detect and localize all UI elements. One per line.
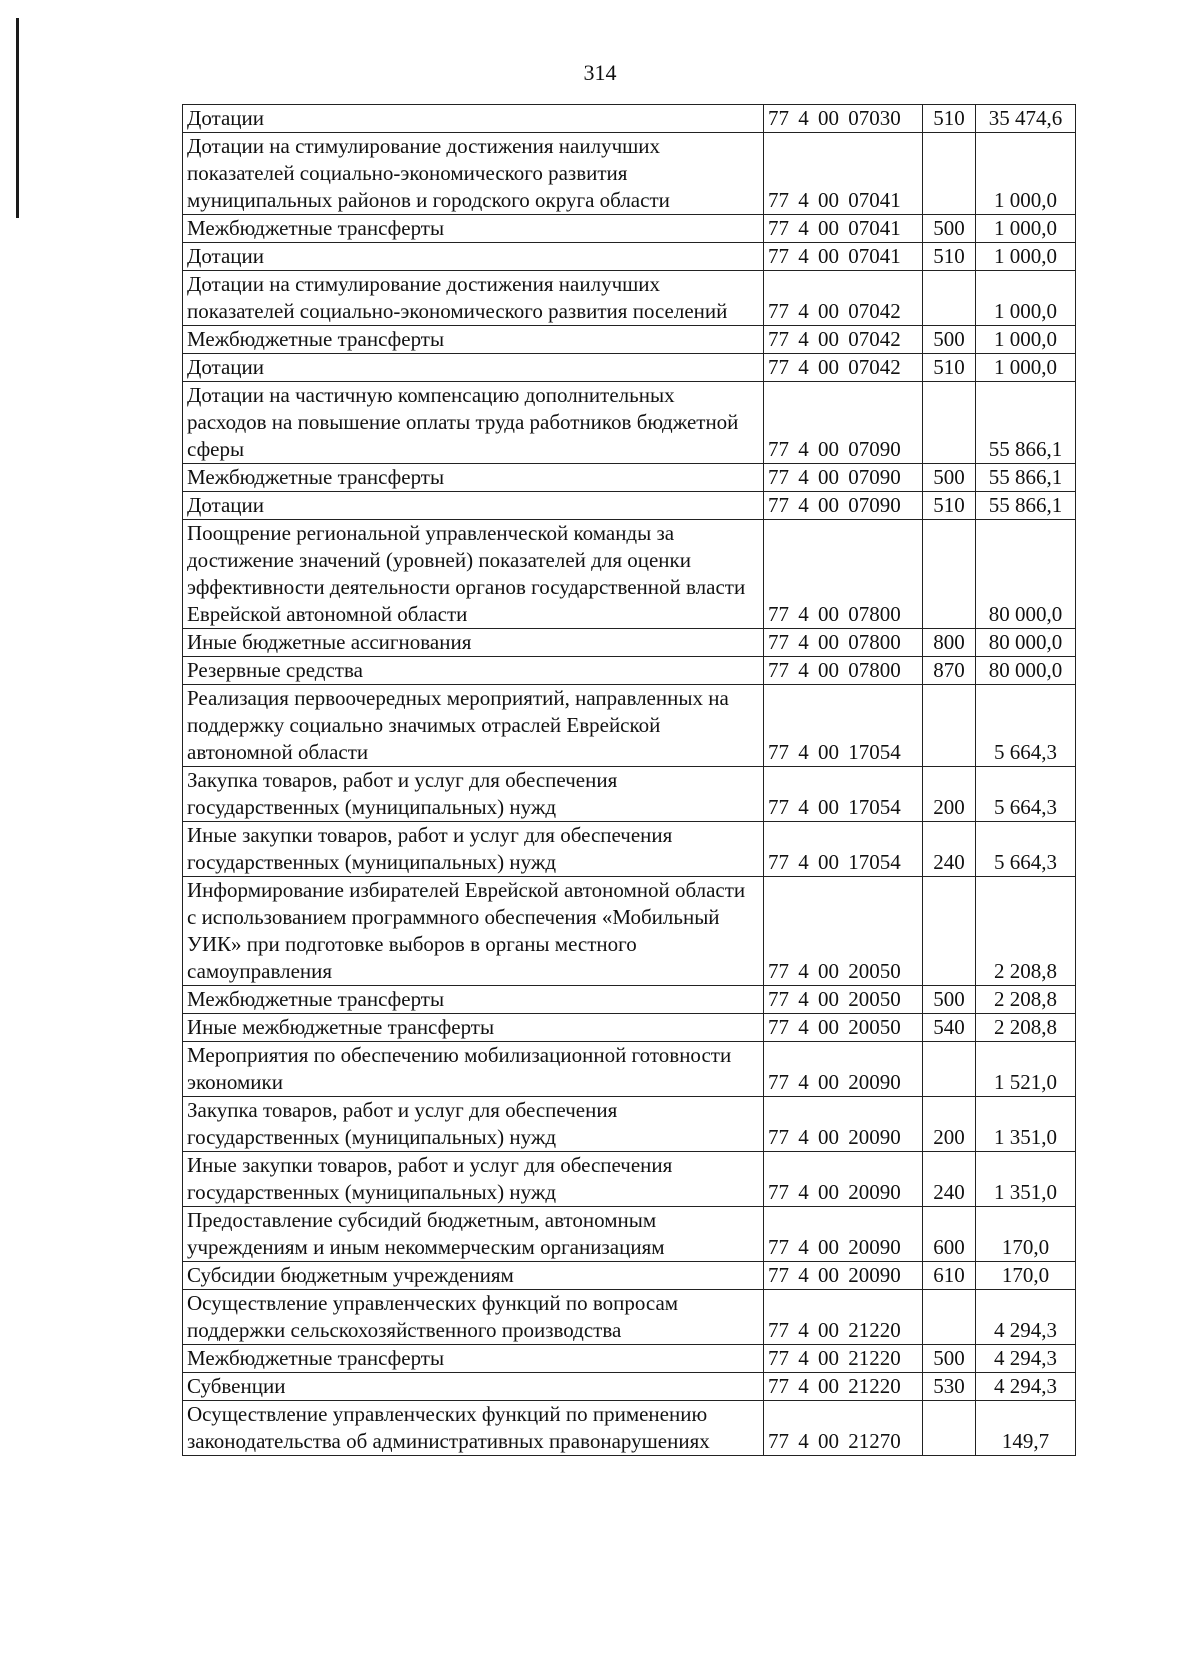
row-expense-type-cell: 500: [923, 215, 976, 243]
row-amount-cell: 80 000,0: [976, 657, 1076, 685]
row-name-cell: Дотации: [183, 354, 764, 382]
row-expense-type-cell: 870: [923, 657, 976, 685]
table-row: [183, 685, 1076, 767]
table-row: [183, 326, 1076, 354]
table-row: [183, 354, 1076, 382]
row-name-cell: Межбюджетные трансферты: [183, 1345, 764, 1373]
row-code-cell: 77 4 00 20090: [764, 1262, 923, 1290]
row-expense-type-cell: 200: [923, 1097, 976, 1152]
row-expense-type-cell: 510: [923, 105, 976, 133]
row-expense-type-cell: [923, 382, 976, 464]
row-code-cell: 77 4 00 20090: [764, 1042, 923, 1097]
row-expense-type-cell: 530: [923, 1373, 976, 1401]
row-amount-cell: 55 866,1: [976, 382, 1076, 464]
row-code-cell: 77 4 00 20050: [764, 986, 923, 1014]
row-expense-type-cell: 500: [923, 326, 976, 354]
row-code-cell: 77 4 00 17054: [764, 767, 923, 822]
row-expense-type-cell: 600: [923, 1207, 976, 1262]
row-amount-cell: 55 866,1: [976, 464, 1076, 492]
row-expense-type-cell: [923, 520, 976, 629]
row-expense-type-cell: 510: [923, 243, 976, 271]
table-row: [183, 1373, 1076, 1401]
row-amount-cell: 5 664,3: [976, 767, 1076, 822]
row-expense-type-cell: 540: [923, 1014, 976, 1042]
row-amount-cell: 1 000,0: [976, 326, 1076, 354]
row-name-cell: Предоставление субсидий бюджетным, автономным учреждениям и иным некоммерческим организациям: [183, 1207, 764, 1262]
row-name-cell: Поощрение региональной управленческой команды за достижение значений (уровней) показателей для оценки эффективности деятельности органов государственной власти Еврейской автономной области: [183, 520, 764, 629]
row-name-cell: Реализация первоочередных мероприятий, направленных на поддержку социально значимых отраслей Еврейской автономной области: [183, 685, 764, 767]
row-code-cell: 77 4 00 07090: [764, 382, 923, 464]
row-code-cell: 77 4 00 07042: [764, 271, 923, 326]
row-code-cell: 77 4 00 07090: [764, 464, 923, 492]
row-expense-type-cell: [923, 877, 976, 986]
row-code-cell: 77 4 00 07800: [764, 629, 923, 657]
row-expense-type-cell: 500: [923, 986, 976, 1014]
row-expense-type-cell: 510: [923, 492, 976, 520]
row-expense-type-cell: 200: [923, 767, 976, 822]
row-name-cell: Дотации на частичную компенсацию дополнительных расходов на повышение оплаты труда работников бюджетной сферы: [183, 382, 764, 464]
table-row: [183, 492, 1076, 520]
table-row: [183, 877, 1076, 986]
row-expense-type-cell: [923, 133, 976, 215]
row-expense-type-cell: 800: [923, 629, 976, 657]
row-amount-cell: 4 294,3: [976, 1345, 1076, 1373]
row-code-cell: 77 4 00 21220: [764, 1373, 923, 1401]
row-name-cell: Резервные средства: [183, 657, 764, 685]
row-amount-cell: 1 000,0: [976, 354, 1076, 382]
row-name-cell: Дотации: [183, 105, 764, 133]
row-amount-cell: 80 000,0: [976, 629, 1076, 657]
row-code-cell: 77 4 00 20090: [764, 1207, 923, 1262]
table-row: [183, 657, 1076, 685]
row-code-cell: 77 4 00 21220: [764, 1290, 923, 1345]
row-code-cell: 77 4 00 07041: [764, 243, 923, 271]
row-name-cell: Межбюджетные трансферты: [183, 464, 764, 492]
row-code-cell: 77 4 00 07042: [764, 326, 923, 354]
row-code-cell: 77 4 00 20050: [764, 877, 923, 986]
row-amount-cell: 4 294,3: [976, 1373, 1076, 1401]
table-row: [183, 271, 1076, 326]
table-row: [183, 822, 1076, 877]
row-code-cell: 77 4 00 07042: [764, 354, 923, 382]
row-amount-cell: 5 664,3: [976, 685, 1076, 767]
row-expense-type-cell: [923, 685, 976, 767]
row-name-cell: Осуществление управленческих функций по вопросам поддержки сельскохозяйственного производства: [183, 1290, 764, 1345]
row-amount-cell: 2 208,8: [976, 877, 1076, 986]
row-code-cell: 77 4 00 17054: [764, 822, 923, 877]
row-code-cell: 77 4 00 07800: [764, 657, 923, 685]
table-row: [183, 382, 1076, 464]
table-row: [183, 1207, 1076, 1262]
row-name-cell: Субвенции: [183, 1373, 764, 1401]
row-amount-cell: 55 866,1: [976, 492, 1076, 520]
table-row: [183, 986, 1076, 1014]
row-expense-type-cell: 610: [923, 1262, 976, 1290]
row-amount-cell: 80 000,0: [976, 520, 1076, 629]
table-row: [183, 767, 1076, 822]
row-amount-cell: 1 000,0: [976, 215, 1076, 243]
row-amount-cell: 1 000,0: [976, 243, 1076, 271]
row-name-cell: Закупка товаров, работ и услуг для обеспечения государственных (муниципальных) нужд: [183, 1097, 764, 1152]
row-name-cell: Дотации на стимулирование достижения наилучших показателей социально-экономического развития муниципальных районов и городского округа области: [183, 133, 764, 215]
row-amount-cell: 2 208,8: [976, 986, 1076, 1014]
row-name-cell: Дотации: [183, 243, 764, 271]
table-row: [183, 520, 1076, 629]
row-code-cell: 77 4 00 20090: [764, 1097, 923, 1152]
row-expense-type-cell: [923, 1042, 976, 1097]
table-row: [183, 1097, 1076, 1152]
row-amount-cell: 2 208,8: [976, 1014, 1076, 1042]
budget-table: [182, 104, 1076, 1456]
row-name-cell: Межбюджетные трансферты: [183, 986, 764, 1014]
row-amount-cell: 1 521,0: [976, 1042, 1076, 1097]
row-code-cell: 77 4 00 21270: [764, 1401, 923, 1456]
row-amount-cell: 35 474,6: [976, 105, 1076, 133]
row-amount-cell: 4 294,3: [976, 1290, 1076, 1345]
table-row: [183, 1152, 1076, 1207]
row-amount-cell: 1 000,0: [976, 271, 1076, 326]
table-row: [183, 1290, 1076, 1345]
page-number: 314: [583, 60, 617, 85]
row-code-cell: 77 4 00 07800: [764, 520, 923, 629]
row-code-cell: 77 4 00 07041: [764, 215, 923, 243]
table-row: [183, 1262, 1076, 1290]
row-name-cell: Иные закупки товаров, работ и услуг для обеспечения государственных (муниципальных) нужд: [183, 822, 764, 877]
row-amount-cell: 170,0: [976, 1207, 1076, 1262]
row-name-cell: Субсидии бюджетным учреждениям: [183, 1262, 764, 1290]
table-row: [183, 1401, 1076, 1456]
row-expense-type-cell: [923, 1290, 976, 1345]
table-row: [183, 243, 1076, 271]
row-amount-cell: 149,7: [976, 1401, 1076, 1456]
table-row: [183, 133, 1076, 215]
table-row: [183, 464, 1076, 492]
row-name-cell: Осуществление управленческих функций по применению законодательства об административных правонарушениях: [183, 1401, 764, 1456]
row-expense-type-cell: [923, 271, 976, 326]
row-expense-type-cell: 500: [923, 464, 976, 492]
budget-table-body: [183, 105, 1076, 1456]
row-name-cell: Иные межбюджетные трансферты: [183, 1014, 764, 1042]
scan-edge-mark: [16, 18, 19, 218]
row-expense-type-cell: 240: [923, 822, 976, 877]
row-code-cell: 77 4 00 07090: [764, 492, 923, 520]
row-amount-cell: 170,0: [976, 1262, 1076, 1290]
row-amount-cell: 1 351,0: [976, 1097, 1076, 1152]
table-row: [183, 215, 1076, 243]
table-row: [183, 1345, 1076, 1373]
row-expense-type-cell: 240: [923, 1152, 976, 1207]
row-code-cell: 77 4 00 20050: [764, 1014, 923, 1042]
row-amount-cell: 5 664,3: [976, 822, 1076, 877]
row-name-cell: Межбюджетные трансферты: [183, 215, 764, 243]
row-name-cell: Дотации: [183, 492, 764, 520]
row-name-cell: Межбюджетные трансферты: [183, 326, 764, 354]
row-name-cell: Дотации на стимулирование достижения наилучших показателей социально-экономического развития поселений: [183, 271, 764, 326]
row-expense-type-cell: 500: [923, 1345, 976, 1373]
row-code-cell: 77 4 00 20090: [764, 1152, 923, 1207]
row-name-cell: Иные бюджетные ассигнования: [183, 629, 764, 657]
table-row: [183, 1014, 1076, 1042]
row-name-cell: Закупка товаров, работ и услуг для обеспечения государственных (муниципальных) нужд: [183, 767, 764, 822]
row-code-cell: 77 4 00 07030: [764, 105, 923, 133]
row-name-cell: Иные закупки товаров, работ и услуг для обеспечения государственных (муниципальных) нужд: [183, 1152, 764, 1207]
row-code-cell: 77 4 00 17054: [764, 685, 923, 767]
row-amount-cell: 1 000,0: [976, 133, 1076, 215]
row-code-cell: 77 4 00 07041: [764, 133, 923, 215]
row-amount-cell: 1 351,0: [976, 1152, 1076, 1207]
row-name-cell: Мероприятия по обеспечению мобилизационной готовности экономики: [183, 1042, 764, 1097]
row-expense-type-cell: [923, 1401, 976, 1456]
table-row: [183, 105, 1076, 133]
table-row: [183, 1042, 1076, 1097]
row-expense-type-cell: 510: [923, 354, 976, 382]
table-row: [183, 629, 1076, 657]
row-code-cell: 77 4 00 21220: [764, 1345, 923, 1373]
row-name-cell: Информирование избирателей Еврейской автономной области с использованием программного обеспечения «Мобильный УИК» при подготовке выборов в органы местного самоуправления: [183, 877, 764, 986]
